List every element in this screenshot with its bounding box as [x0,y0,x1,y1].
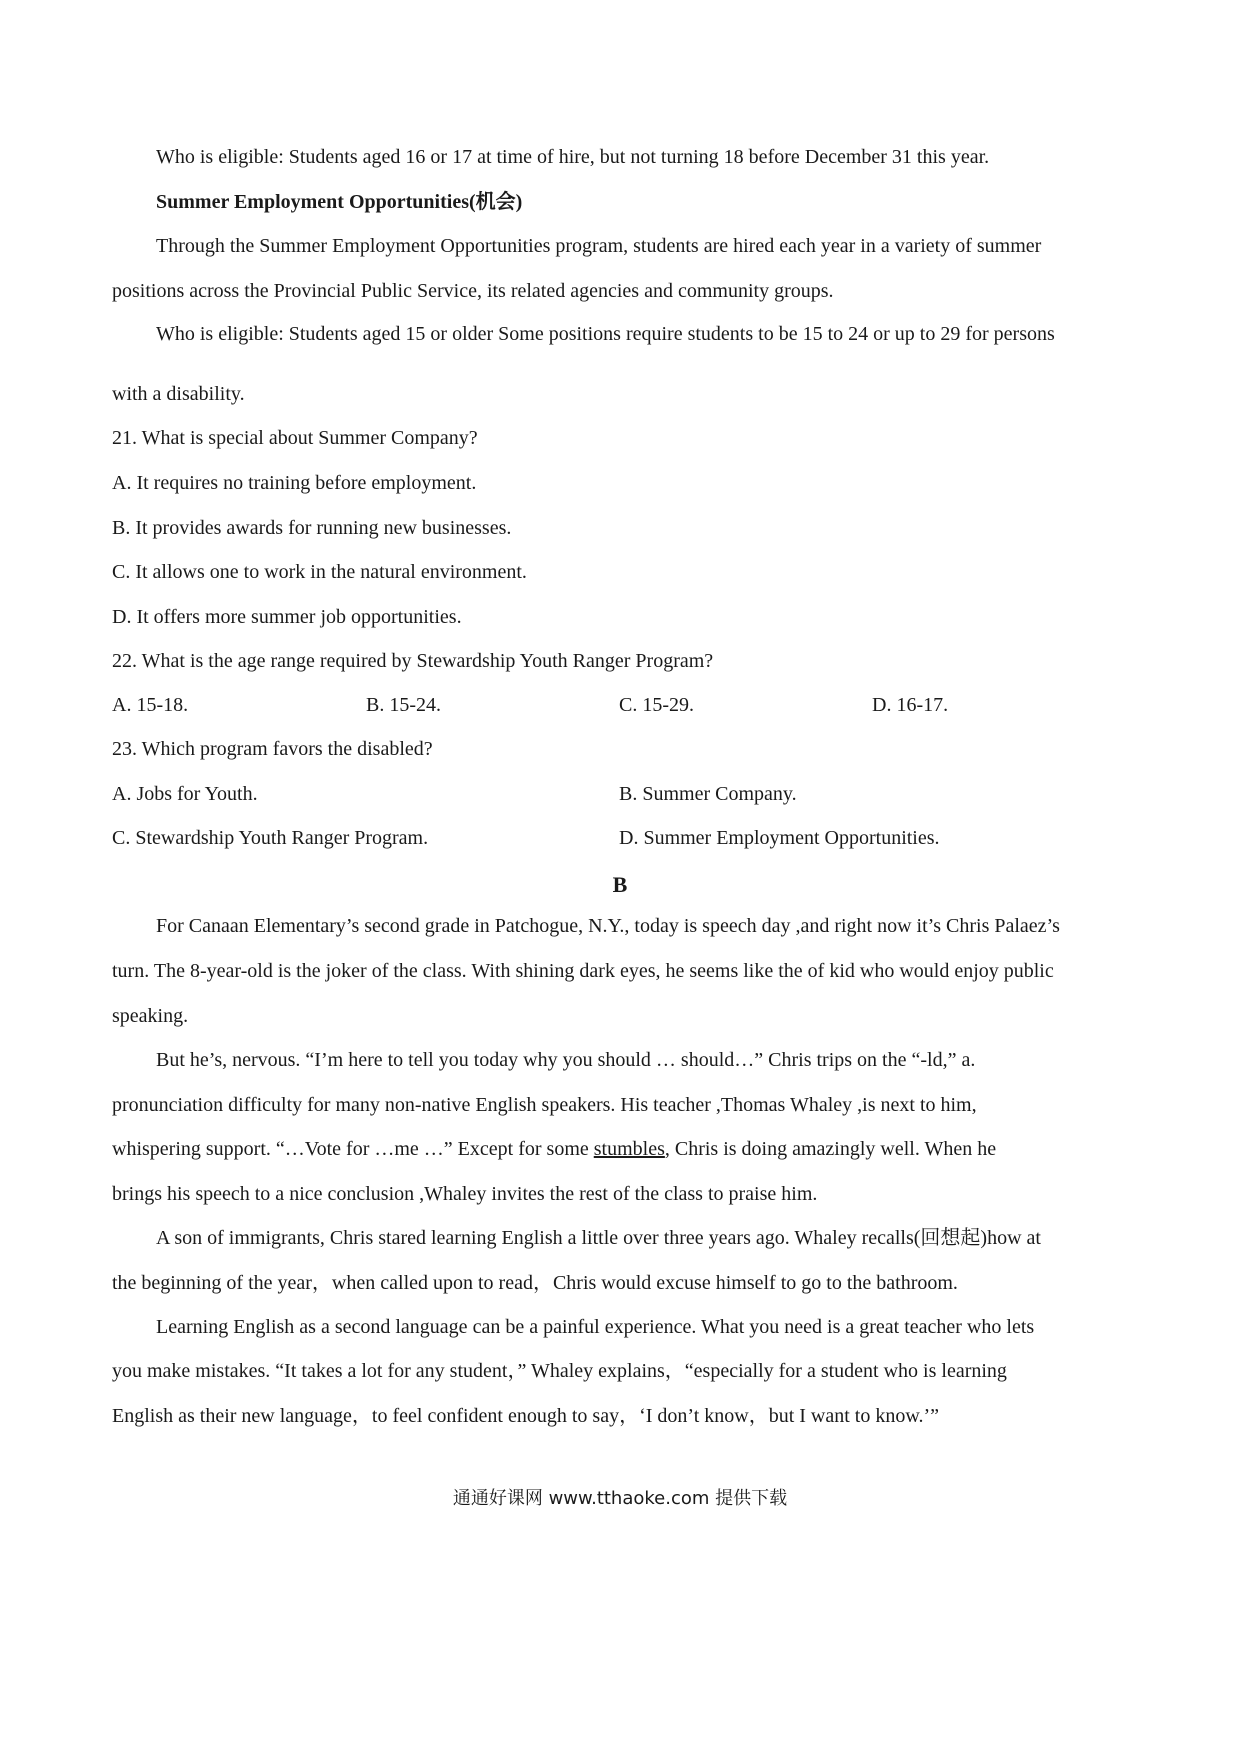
option-23-c: C. Stewardship Youth Ranger Program. [112,827,429,849]
option-22-c: C. 15-29. [619,694,694,716]
passage-line: you make mistakes. “It takes a lot for any student，” Whaley explains，“especially for a student who is learning [112,1360,1007,1382]
footer-text: 通通好课网 www.tthaoke.com 提供下载 [452,1488,788,1509]
program-heading: Summer Employment Opportunities(机会) [156,191,523,213]
passage-line: But he’s, nervous. “I’m here to tell you today why you should … should…” Chris trips on the “-ld,” a. [156,1049,976,1071]
passage-line: pronunciation difficulty for many non-native English speakers. His teacher ,Thomas Whaley ,is next to him, [112,1094,977,1116]
passage-line: A son of immigrants, Chris stared learning English a little over three years ago. Whaley recalls(回想起)how at [156,1227,1041,1249]
passage-line: English as their new language，to feel confident enough to say，‘I don’t know，but I want to know.’” [112,1405,940,1427]
option-23-d: D. Summer Employment Opportunities. [619,827,940,849]
option-23-b: B. Summer Company. [619,783,797,805]
question-stem-21: 21. What is special about Summer Company? [112,427,478,449]
question-stem-22: 22. What is the age range required by Stewardship Youth Ranger Program? [112,650,714,672]
eligibility-text: Who is eligible: Students aged 16 or 17 at time of hire, but not turning 18 before December 31 this year. [156,146,990,168]
passage-line: the beginning of the year，when called upon to read，Chris would excuse himself to go to the bathroom. [112,1272,958,1294]
option-21-b: B. It provides awards for running new businesses. [112,517,512,539]
option-22-d: D. 16-17. [872,694,949,716]
passage-line: turn. The 8-year-old is the joker of the class. With shining dark eyes, he seems like the of kid who would enjoy public [112,960,1054,982]
passage-line: For Canaan Elementary’s second grade in Patchogue, N.Y., today is speech day ,and right now it’s Chris Palaez’s [156,915,1060,937]
eligibility-text: Who is eligible: Students aged 15 or older Some positions require students to be 15 to 24 or up to 29 for persons [156,323,1055,345]
passage-text: whispering support. “…Vote for …me …” Except for some [112,1138,594,1160]
passage-line [112,1137,1132,1161]
program-paragraph-line: positions across the Provincial Public Service, its related agencies and community groups. [112,280,834,302]
option-21-c: C. It allows one to work in the natural environment. [112,561,527,583]
passage-line: speaking. [112,1005,189,1027]
underlined-word: stumbles [593,1138,665,1160]
option-22-a: A. 15-18. [112,694,189,716]
option-23-a: A. Jobs for Youth. [112,783,258,805]
option-21-d: D. It offers more summer job opportunities. [112,606,462,628]
section-label: B [612,872,628,897]
passage-line: brings his speech to a nice conclusion ,Whaley invites the rest of the class to praise him. [112,1183,818,1205]
option-21-a: A. It requires no training before employment. [112,472,477,494]
program-paragraph-line: Through the Summer Employment Opportunities program, students are hired each year in a variety of summer [156,235,1042,257]
question-stem-23: 23. Which program favors the disabled? [112,738,433,760]
eligibility-text: with a disability. [112,383,245,405]
option-22-b: B. 15-24. [366,694,441,716]
passage-line: Learning English as a second language can be a painful experience. What you need is a great teacher who lets [156,1316,1035,1338]
passage-text: , Chris is doing amazingly well. When he [664,1138,997,1160]
